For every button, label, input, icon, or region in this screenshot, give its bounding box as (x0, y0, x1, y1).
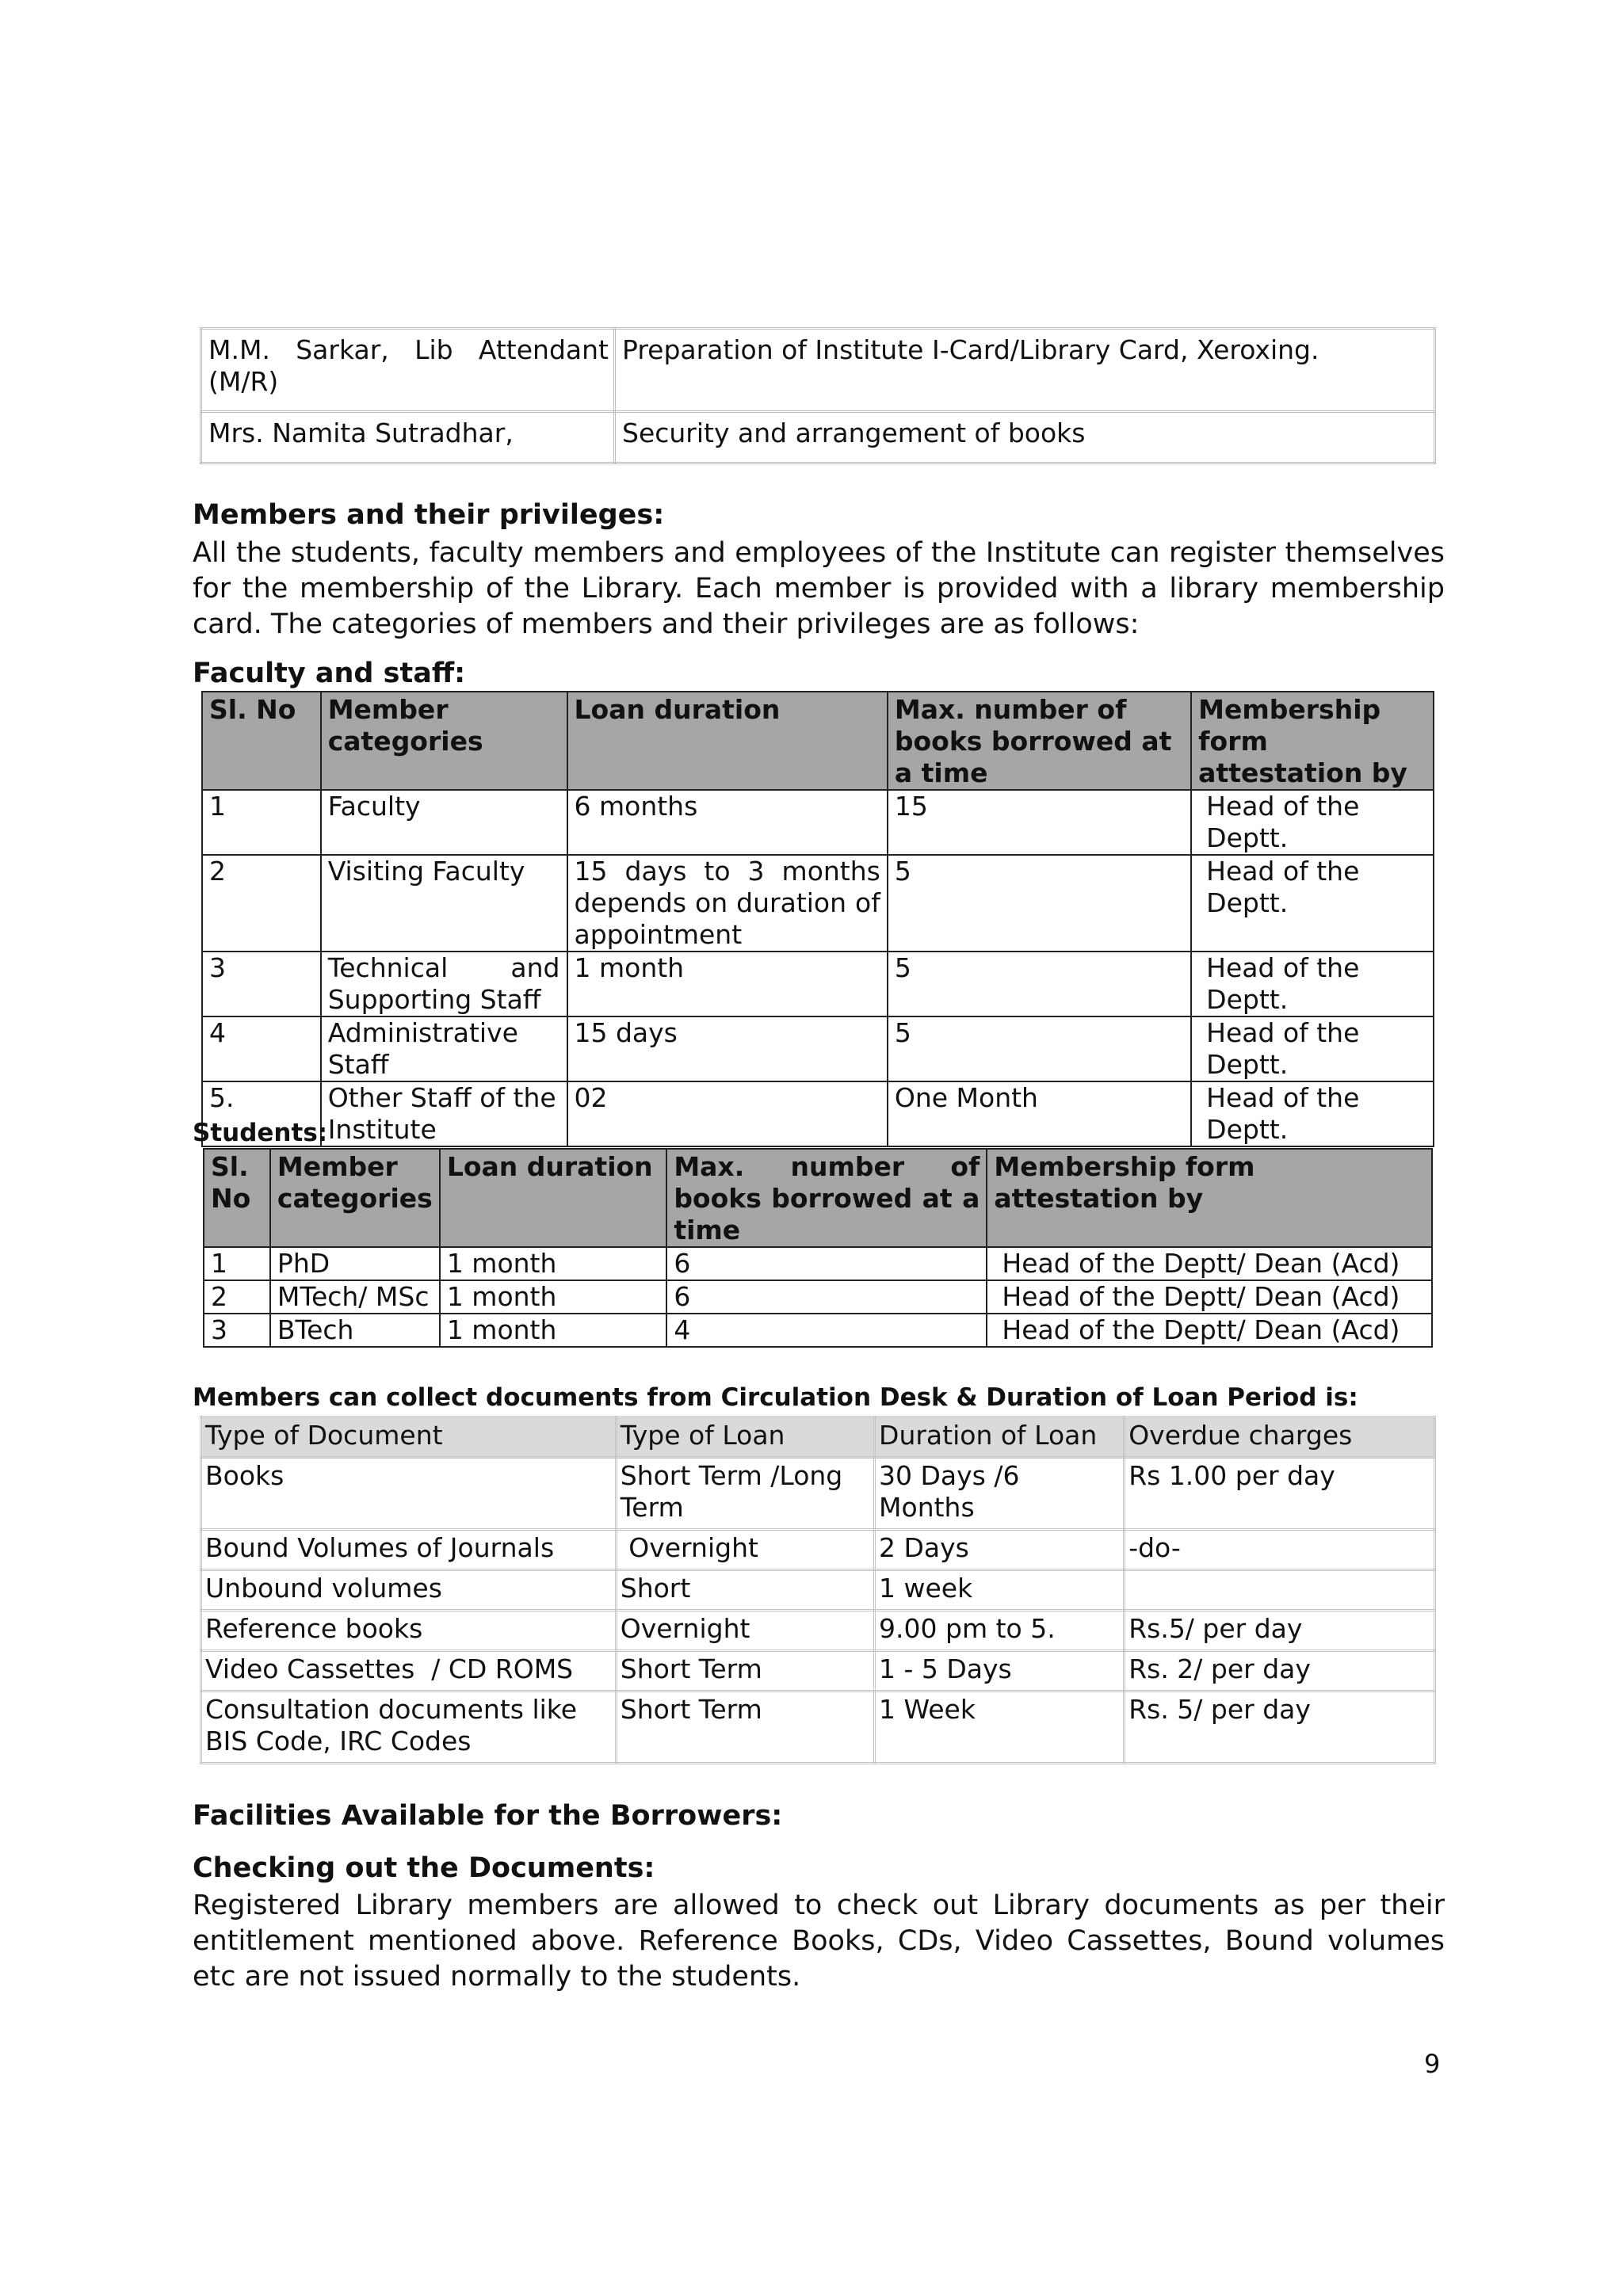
cell-loan-duration: 1 - 5 Days (875, 1651, 1125, 1691)
column-header: Sl. No (204, 1149, 270, 1247)
table-header-row (201, 1417, 1435, 1458)
students-privileges-table (203, 1148, 1433, 1348)
cell-category: PhD (270, 1247, 440, 1280)
page-number: 9 (1424, 2049, 1441, 2079)
cell-sl-no: 3 (202, 952, 321, 1016)
column-header: Membership form attestation by (987, 1149, 1432, 1247)
column-header: Duration of Loan (875, 1417, 1125, 1458)
column-header: Max. number of books borrowed at a time (888, 692, 1191, 790)
cell-overdue-charge (1125, 1570, 1435, 1611)
column-header: Loan duration (567, 692, 888, 790)
loan-period-table (200, 1416, 1436, 1764)
cell-attestation: Head of the Deptt. (1191, 1016, 1434, 1081)
cell-attestation: Head of the Deptt/ Dean (Acd) (987, 1314, 1432, 1347)
cell-category: Other Staff of the Institute (321, 1081, 567, 1146)
table-header-row (204, 1149, 1432, 1247)
column-header: Overdue charges (1125, 1417, 1435, 1458)
students-heading: Students: (193, 1119, 328, 1147)
facilities-heading: Facilities Available for the Borrowers: (193, 1800, 783, 1832)
table-row (201, 1530, 1435, 1570)
cell-loan-duration: 1 month (567, 952, 888, 1016)
cell-overdue-charge: Rs.5/ per day (1125, 1611, 1435, 1651)
cell-category: Faculty (321, 790, 567, 855)
cell-max-books: 5 (888, 952, 1191, 1016)
cell-loan-type: Overnight (616, 1611, 874, 1651)
cell-loan-duration: 1 Week (875, 1691, 1125, 1764)
table-row (201, 1651, 1435, 1691)
column-header: Type of Document (201, 1417, 617, 1458)
cell-loan-duration: 30 Days /6 Months (875, 1458, 1125, 1530)
cell-loan-type: Short (616, 1570, 874, 1611)
column-header: Max. number of books borrowed at a time (666, 1149, 987, 1247)
table-row (204, 1314, 1432, 1347)
column-header: Member categories (270, 1149, 440, 1247)
table-row (201, 329, 1435, 412)
cell-attestation: Head of the Deptt. (1191, 855, 1434, 952)
staff-duty-cell: Security and arrangement of books (615, 412, 1435, 463)
faculty-heading: Faculty and staff: (193, 658, 466, 689)
table-row (201, 1691, 1435, 1764)
faculty-privileges-table (201, 691, 1434, 1147)
column-header: Sl. No (202, 692, 321, 790)
table-row (202, 790, 1434, 855)
cell-loan-type: Short Term (616, 1691, 874, 1764)
circulation-heading: Members can collect documents from Circulation Desk & Duration of Loan Period is: (193, 1383, 1358, 1412)
cell-document-type: Bound Volumes of Journals (201, 1530, 617, 1570)
cell-sl-no: 4 (202, 1016, 321, 1081)
cell-category: BTech (270, 1314, 440, 1347)
column-header: Member categories (321, 692, 567, 790)
table-header-row (202, 692, 1434, 790)
cell-loan-duration: 1 week (875, 1570, 1125, 1611)
cell-loan-duration: 15 days to 3 months depends on duration of appointment (567, 855, 888, 952)
cell-category: Administrative Staff (321, 1016, 567, 1081)
members-heading: Members and their privileges: (193, 499, 665, 531)
cell-attestation: Head of the Deptt/ Dean (Acd) (987, 1280, 1432, 1314)
table-row (201, 1458, 1435, 1530)
table-row (204, 1280, 1432, 1314)
cell-category: Technical and Supporting Staff (321, 952, 567, 1016)
cell-sl-no: 1 (204, 1247, 270, 1280)
cell-max-books: 5 (888, 1016, 1191, 1081)
staff-duty-cell: Preparation of Institute I-Card/Library Card, Xeroxing. (615, 329, 1435, 412)
table-row (201, 1570, 1435, 1611)
cell-max-books: 6 (666, 1247, 987, 1280)
cell-loan-duration: 9.00 pm to 5. (875, 1611, 1125, 1651)
cell-max-books: 6 (666, 1280, 987, 1314)
cell-category: MTech/ MSc (270, 1280, 440, 1314)
cell-loan-duration: 1 month (440, 1280, 667, 1314)
cell-document-type: Video Cassettes / CD ROMS (201, 1651, 617, 1691)
cell-attestation: Head of the Deptt. (1191, 952, 1434, 1016)
cell-document-type: Books (201, 1458, 617, 1530)
cell-attestation: Head of the Deptt/ Dean (Acd) (987, 1247, 1432, 1280)
column-header: Loan duration (440, 1149, 667, 1247)
cell-sl-no: 1 (202, 790, 321, 855)
table-row (204, 1247, 1432, 1280)
cell-document-type: Unbound volumes (201, 1570, 617, 1611)
table-row (202, 1016, 1434, 1081)
cell-sl-no: 2 (204, 1280, 270, 1314)
table-row (201, 412, 1435, 463)
checkout-heading: Checking out the Documents: (193, 1852, 655, 1884)
cell-loan-type: Short Term (616, 1651, 874, 1691)
cell-attestation: Head of the Deptt. (1191, 1081, 1434, 1146)
cell-overdue-charge: -do- (1125, 1530, 1435, 1570)
cell-max-books: 4 (666, 1314, 987, 1347)
staff-name-cell: M.M. Sarkar, Lib Attendant (M/R) (201, 329, 615, 412)
table-row (202, 1081, 1434, 1146)
cell-category: Visiting Faculty (321, 855, 567, 952)
cell-loan-duration: 2 Days (875, 1530, 1125, 1570)
cell-loan-duration: 6 months (567, 790, 888, 855)
cell-sl-no: 5. (202, 1081, 321, 1146)
staff-duties-table (200, 327, 1436, 464)
cell-overdue-charge: Rs 1.00 per day (1125, 1458, 1435, 1530)
cell-loan-duration: 02 (567, 1081, 888, 1146)
cell-document-type: Consultation documents like BIS Code, IRC Codes (201, 1691, 617, 1764)
checkout-paragraph: Registered Library members are allowed to check out Library documents as per their entitlement mentioned above. Reference Books, CDs, Video Cassettes, Bound volumes etc are not issued normally to the students. (193, 1890, 1445, 1993)
table-row (202, 952, 1434, 1016)
table-row (202, 855, 1434, 952)
cell-loan-duration: 1 month (440, 1314, 667, 1347)
cell-max-books: 15 (888, 790, 1191, 855)
cell-loan-type: Overnight (616, 1530, 874, 1570)
cell-document-type: Reference books (201, 1611, 617, 1651)
column-header: Type of Loan (616, 1417, 874, 1458)
cell-loan-duration: 15 days (567, 1016, 888, 1081)
cell-sl-no: 2 (202, 855, 321, 952)
members-intro-paragraph: All the students, faculty members and employees of the Institute can register themselves for the membership of the Library. Each member is provided with a library membership card. The categories of members and their privileges are as follows: (193, 537, 1445, 640)
cell-overdue-charge: Rs. 5/ per day (1125, 1691, 1435, 1764)
table-row (201, 1611, 1435, 1651)
cell-sl-no: 3 (204, 1314, 270, 1347)
cell-loan-duration: 1 month (440, 1247, 667, 1280)
cell-attestation: Head of the Deptt. (1191, 790, 1434, 855)
cell-loan-type: Short Term /Long Term (616, 1458, 874, 1530)
cell-max-books: One Month (888, 1081, 1191, 1146)
staff-name-cell: Mrs. Namita Sutradhar, (201, 412, 615, 463)
column-header: Membership form attestation by (1191, 692, 1434, 790)
cell-max-books: 5 (888, 855, 1191, 952)
cell-overdue-charge: Rs. 2/ per day (1125, 1651, 1435, 1691)
